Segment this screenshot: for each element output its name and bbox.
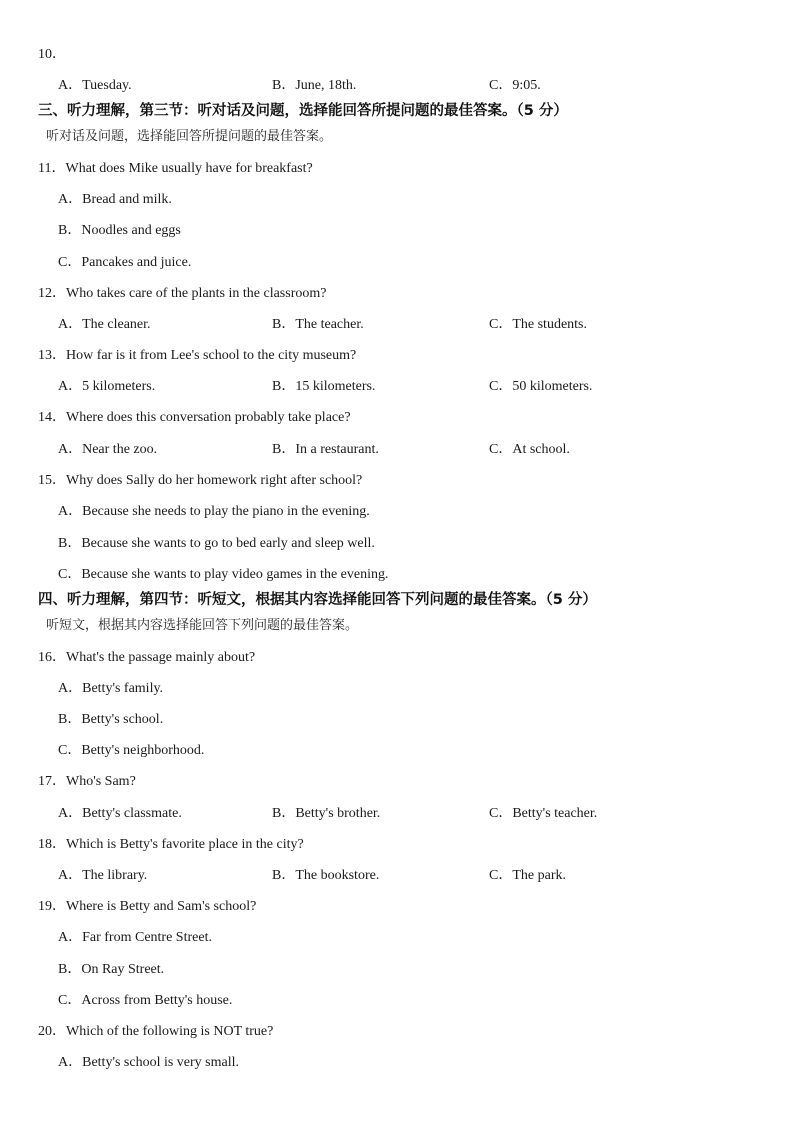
q11-option-b[interactable]: B．Noodles and eggs xyxy=(58,223,181,238)
question-15: 15．Why does Sally do her homework right after school? xyxy=(38,473,363,488)
q17-option-c[interactable]: C．Betty's teacher. xyxy=(489,806,598,821)
q18-option-c[interactable]: C．The park. xyxy=(489,868,566,883)
q19-option-c[interactable]: C．Across from Betty's house. xyxy=(58,993,233,1008)
q19-option-a[interactable]: A．Far from Centre Street. xyxy=(58,930,212,945)
question-20: 20．Which of the following is NOT true? xyxy=(38,1024,274,1039)
question-18: 18．Which is Betty's favorite place in the city? xyxy=(38,837,304,852)
q13-option-a[interactable]: A．5 kilometers. xyxy=(58,379,156,394)
q16-option-a[interactable]: A．Betty's family. xyxy=(58,681,164,696)
q12-option-a[interactable]: A．The cleaner. xyxy=(58,317,151,332)
section-4-instruction: 听短文，根据其内容选择能回答下列问题的最佳答案。 xyxy=(46,618,359,633)
q18-option-a[interactable]: A．The library. xyxy=(58,868,148,883)
q15-option-a[interactable]: A．Because she needs to play the piano in the evening. xyxy=(58,504,370,519)
q13-option-c[interactable]: C．50 kilometers. xyxy=(489,379,593,394)
q12-option-b[interactable]: B．The teacher. xyxy=(272,317,364,332)
q13-option-b[interactable]: B．15 kilometers. xyxy=(272,379,376,394)
q19-option-b[interactable]: B．On Ray Street. xyxy=(58,962,165,977)
q17-option-a[interactable]: A．Betty's classmate. xyxy=(58,806,182,821)
q10-option-b[interactable]: B．June, 18th. xyxy=(272,78,357,93)
q16-option-c[interactable]: C．Betty's neighborhood. xyxy=(58,743,205,758)
q15-option-c[interactable]: C．Because she wants to play video games in the evening. xyxy=(58,567,389,582)
question-16: 16．What's the passage mainly about? xyxy=(38,650,256,665)
question-13: 13．How far is it from Lee's school to the city museum? xyxy=(38,348,357,363)
q10-option-a[interactable]: A．Tuesday. xyxy=(58,78,132,93)
q14-option-c[interactable]: C．At school. xyxy=(489,442,570,457)
section-3-instruction: 听对话及问题，选择能回答所提问题的最佳答案。 xyxy=(46,129,333,144)
q10-option-c[interactable]: C．9:05. xyxy=(489,78,541,93)
q11-option-c[interactable]: C．Pancakes and juice. xyxy=(58,255,192,270)
q11-option-a[interactable]: A．Bread and milk. xyxy=(58,192,172,207)
question-10-number: 10． xyxy=(38,47,66,62)
q17-option-b[interactable]: B．Betty's brother. xyxy=(272,806,381,821)
question-11: 11．What does Mike usually have for breakfast? xyxy=(38,161,313,176)
question-17: 17．Who's Sam? xyxy=(38,774,136,789)
q12-option-c[interactable]: C．The students. xyxy=(489,317,587,332)
section-3-heading: 三、听力理解，第三节：听对话及问题，选择能回答所提问题的最佳答案。（5 分） xyxy=(38,103,568,119)
q18-option-b[interactable]: B．The bookstore. xyxy=(272,868,380,883)
question-19: 19．Where is Betty and Sam's school? xyxy=(38,899,257,914)
q14-option-b[interactable]: B．In a restaurant. xyxy=(272,442,379,457)
section-4-heading: 四、听力理解，第四节：听短文，根据其内容选择能回答下列问题的最佳答案。（5 分） xyxy=(38,592,597,608)
q20-option-a[interactable]: A．Betty's school is very small. xyxy=(58,1055,240,1070)
question-12: 12．Who takes care of the plants in the classroom? xyxy=(38,286,327,301)
q14-option-a[interactable]: A．Near the zoo. xyxy=(58,442,158,457)
question-14: 14．Where does this conversation probably take place? xyxy=(38,410,351,425)
q15-option-b[interactable]: B．Because she wants to go to bed early and sleep well. xyxy=(58,536,375,551)
q16-option-b[interactable]: B．Betty's school. xyxy=(58,712,164,727)
